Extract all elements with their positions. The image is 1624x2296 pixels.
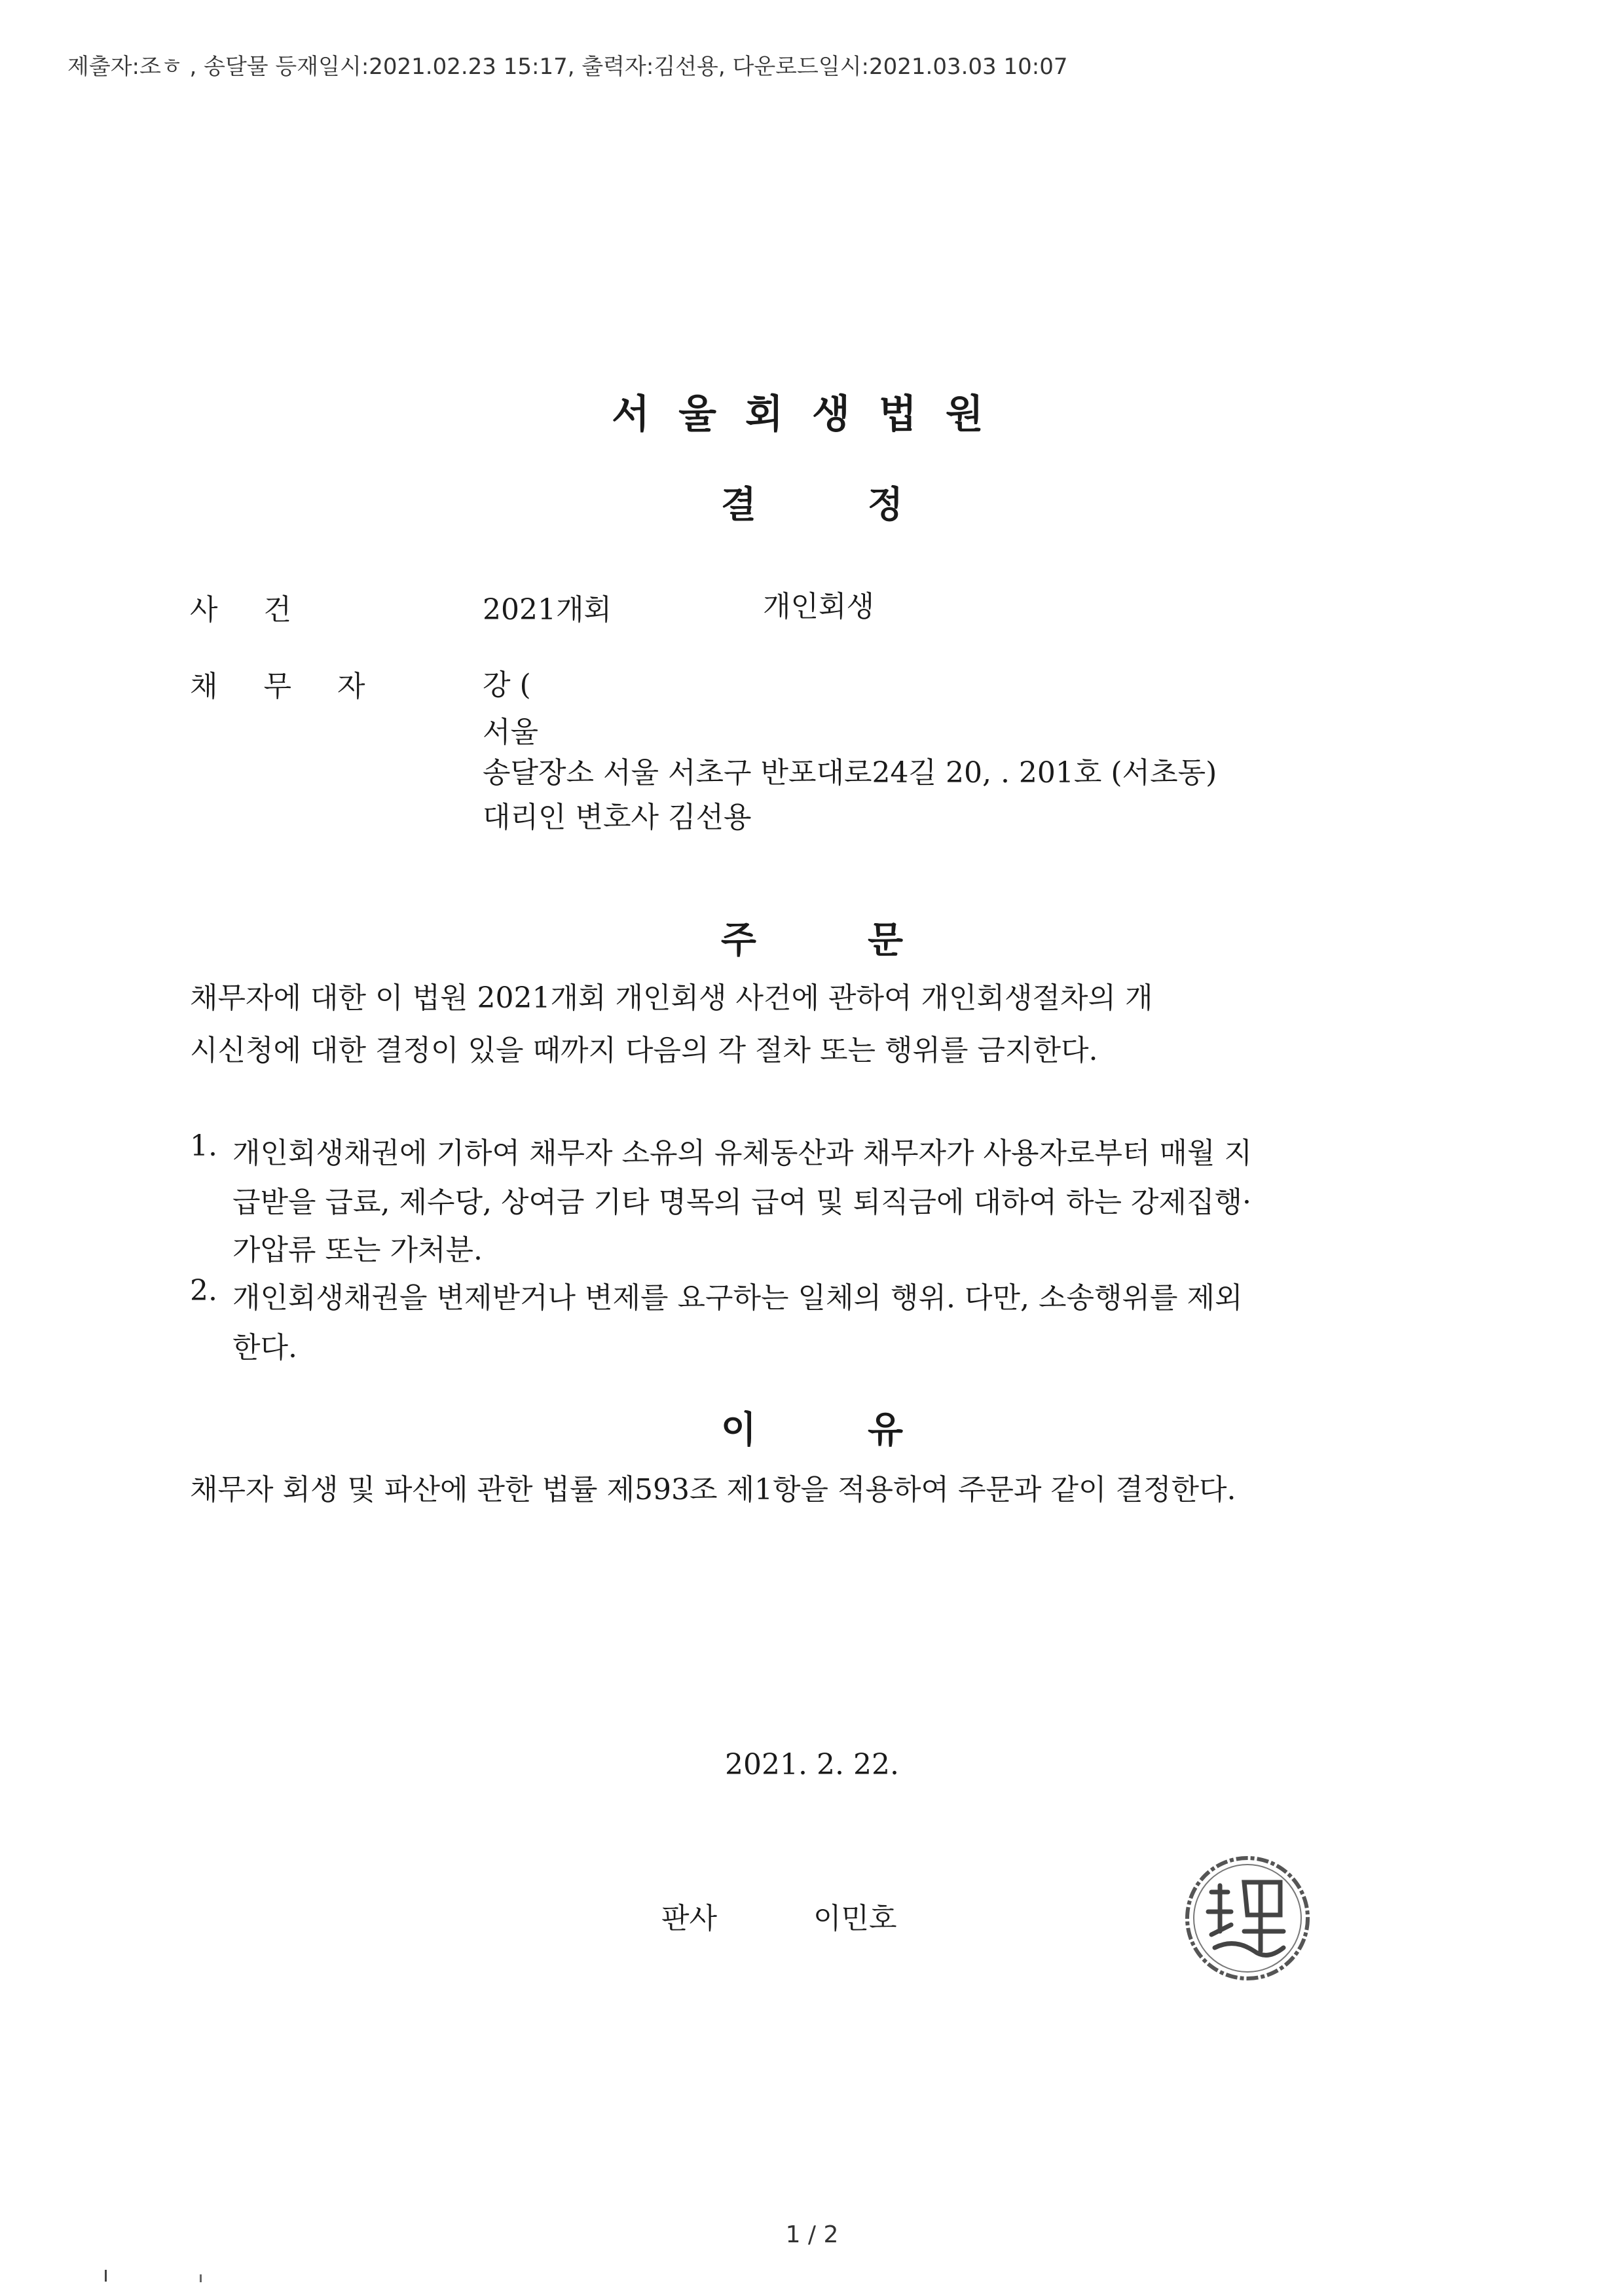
order-item-1-line-2: 급받을 급료, 제수당, 상여금 기타 명목의 급여 및 퇴직금에 대하여 하는 강제집행· (232, 1186, 1251, 1219)
order-item-2-line-1: 개인회생채권을 변제받거나 변제를 요구하는 일체의 행위. 다만, 소송행위를 제외 (232, 1281, 1243, 1315)
decision-date: 2021. 2. 22. (725, 1748, 899, 1781)
order-item-1-line-3: 가압류 또는 가처분. (232, 1233, 483, 1267)
order-item-2-line-2: 한다. (232, 1331, 297, 1364)
debtor-service-address: 송달장소 서울 서초구 반포대로24길 20, . 201호 (서초동) (483, 756, 1217, 790)
court-seal (1182, 1853, 1313, 1984)
scan-mark (200, 2274, 202, 2282)
order-item-1-line-1: 개인회생채권에 기하여 채무자 소유의 유체동산과 채무자가 사용자로부터 매월 지 (232, 1137, 1253, 1170)
debtor-agent: 대리인 변호사 김선용 (483, 801, 752, 834)
order-heading: 주문 (720, 919, 1015, 962)
court-name: 서울회생법원 (612, 392, 1012, 437)
document-title: 결정 (720, 484, 1015, 526)
case-number: 2021개회 (483, 593, 612, 627)
debtor-name: 강 ( (483, 668, 531, 702)
case-type: 개인회생 (763, 590, 875, 623)
case-label: 사건 (190, 593, 338, 627)
reason-text: 채무자 회생 및 파산에 관한 법률 제593조 제1항을 적용하여 주문과 같이 결정한다. (190, 1473, 1236, 1506)
order-intro-line-1: 채무자에 대한 이 법원 2021개회 개인회생 사건에 관하여 개인회생절차의 개 (190, 981, 1153, 1015)
order-item-number: 2. (190, 1274, 217, 1307)
page-number: 1 / 2 (785, 2221, 839, 2248)
seal-icon (1182, 1853, 1313, 1984)
order-item-number: 1. (190, 1129, 217, 1163)
debtor-address: 서울 (483, 716, 539, 749)
order-intro-line-2: 시신청에 대한 결정이 있을 때까지 다음의 각 절차 또는 행위를 금지한다. (190, 1034, 1098, 1067)
reason-heading: 이유 (720, 1409, 1015, 1451)
judge-name: 이민호 (813, 1902, 897, 1935)
download-meta-line: 제출자:조ㅎ , 송달물 등재일시:2021.02.23 15:17, 출력자:김선용, 다운로드일시:2021.03.03 10:07 (67, 54, 1068, 80)
debtor-label: 채무자 (190, 670, 411, 703)
judge-title: 판사 (661, 1902, 718, 1935)
scan-mark (105, 2270, 107, 2282)
